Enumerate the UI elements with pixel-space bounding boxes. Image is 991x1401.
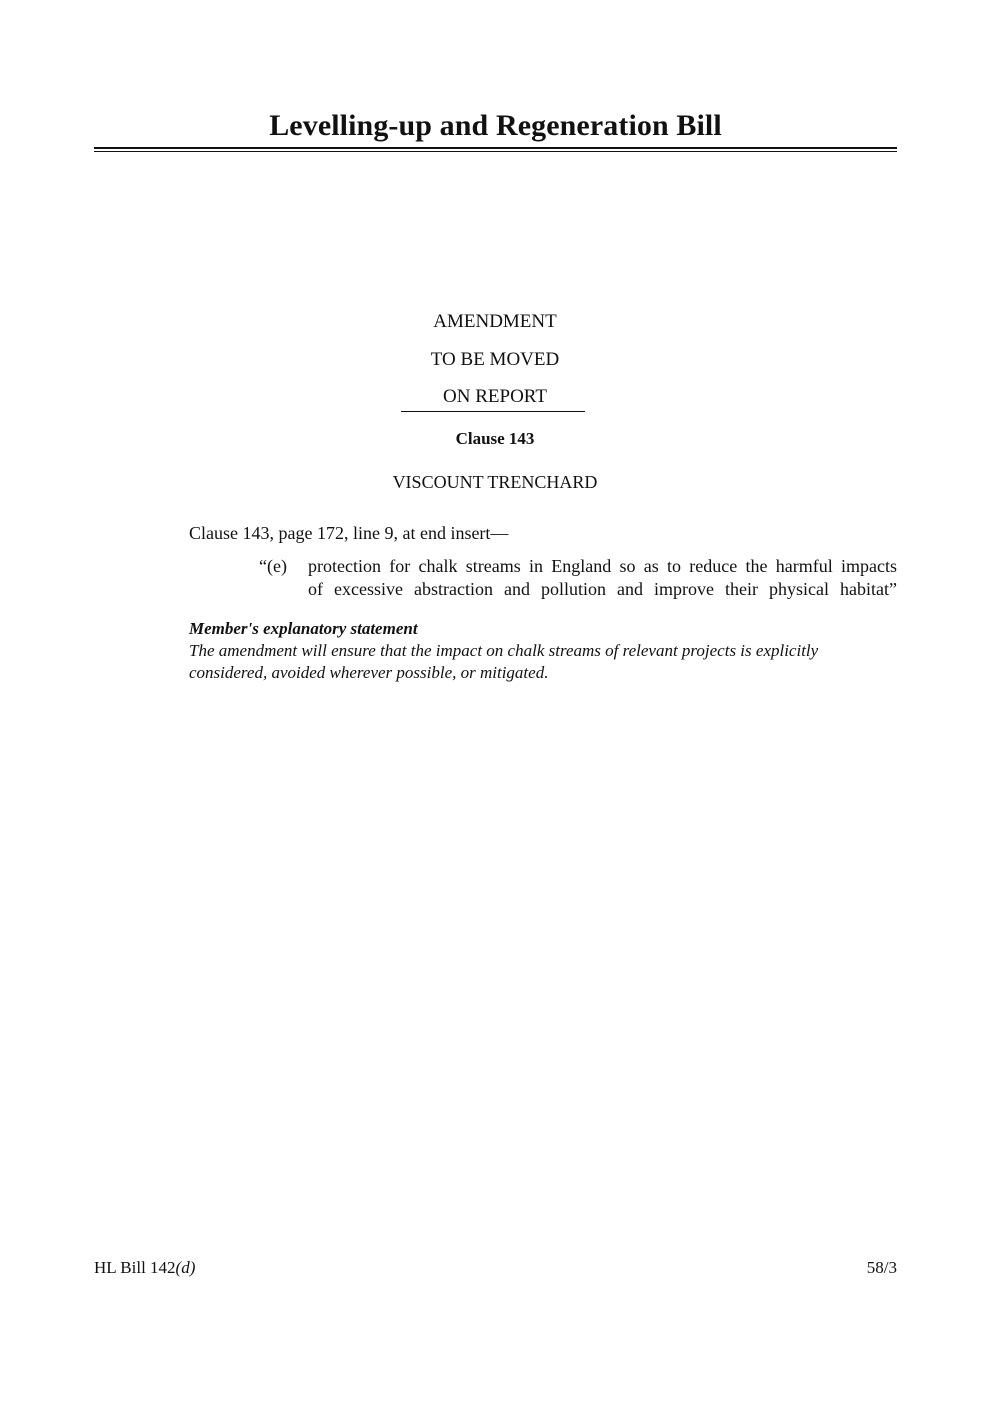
explanatory-statement-line-1: The amendment will ensure that the impact on chalk streams of relevant projects is explicitly <box>189 641 819 660</box>
bill-reference <box>94 1257 394 1279</box>
insertion-line-1: protection for chalk streams in England so as to reduce the harmful impacts <box>308 556 897 576</box>
amendment-instruction: Clause 143, page 172, line 9, at end insert— <box>189 523 509 543</box>
explanatory-statement-text <box>189 640 889 684</box>
page-reference: 58/3 <box>866 1258 897 1277</box>
bill-reference-number: HL Bill 142 <box>94 1258 176 1277</box>
insertion-text <box>308 555 897 601</box>
bill-title: Levelling-up and Regeneration Bill <box>269 109 722 142</box>
amendment-heading-line-2: TO BE MOVED <box>430 348 560 370</box>
amendment-heading <box>395 303 595 416</box>
bill-reference-suffix: (d) <box>175 1258 196 1277</box>
title-divider-thick <box>94 147 897 149</box>
amendment-heading-line-1: AMENDMENT <box>433 311 557 332</box>
explanatory-statement-line-2: considered, avoided wherever possible, or mitigated. <box>189 663 549 682</box>
insertion-line-2: of excessive abstraction and pollution and improve their physical habitat” <box>308 579 897 599</box>
mover-name: VISCOUNT TRENCHARD <box>392 472 598 492</box>
insertion-marker: “(e) <box>259 556 287 576</box>
amendment-heading-line-3: ON REPORT <box>443 386 547 407</box>
heading-divider <box>401 411 585 412</box>
title-divider-thin <box>94 151 897 152</box>
clause-number: Clause 143 <box>455 429 535 448</box>
explanatory-statement-heading: Member's explanatory statement <box>189 619 418 638</box>
